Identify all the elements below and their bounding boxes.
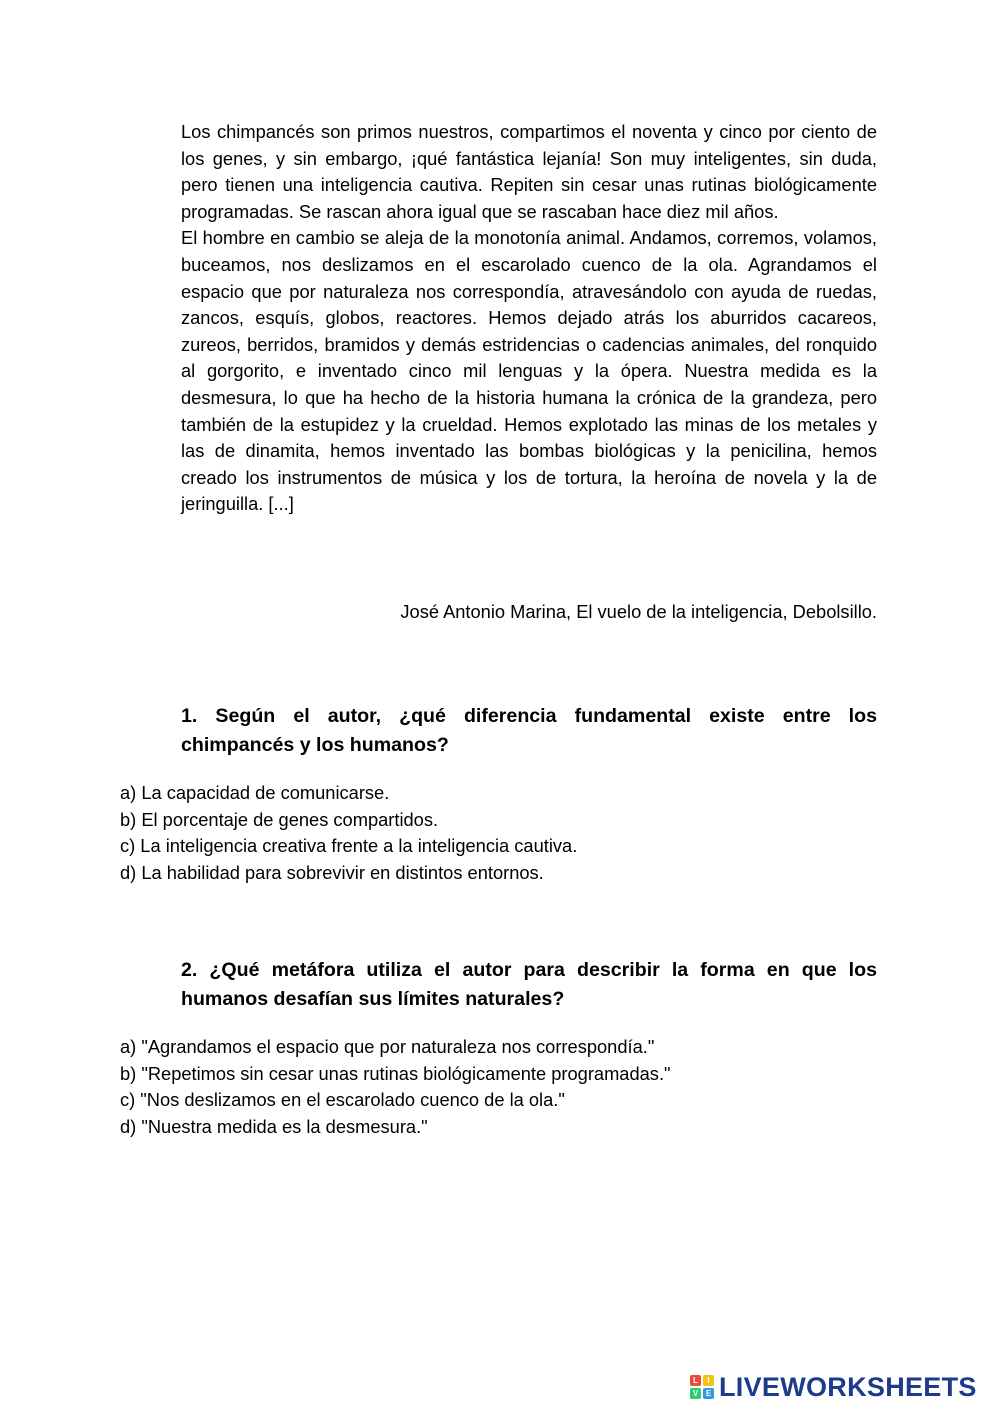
logo-mark-cell-l: L [690,1375,701,1386]
question-2-prompt: 2. ¿Qué metáfora utiliza el autor para describir la forma en que los humanos desafían sus límites naturales? [181,959,877,1010]
question-2-option-c[interactable]: c) "Nos deslizamos en el escarolado cuenco de la ola." [120,1089,565,1110]
liveworksheets-logo-icon [690,1375,714,1399]
passage-paragraph-1: Los chimpancés son primos nuestros, compartimos el noventa y cinco por ciento de los genes, y sin embargo, ¡qué fantástica lejanía! Son muy inteligentes, sin duda, pero tienen una inteligencia cautiva. Repiten sin cesar unas rutinas biológicamente programadas. Se rascan ahora igual que se rascaban hace diez mil años. [181,121,877,222]
liveworksheets-logo [690,1372,977,1402]
question-1-options [120,780,900,886]
question-1-prompt: 1. Según el autor, ¿qué diferencia fundamental existe entre los chimpancés y los humanos? [181,705,877,756]
passage-paragraph-2: El hombre en cambio se aleja de la monotonía animal. Andamos, corremos, volamos, buceamos, nos deslizamos en el escarolado cuenco de la ola. Agrandamos el espacio que por naturaleza nos correspondía, atravesándolo con ayuda de ruedas, zancos, esquís, globos, reactores. Hemos dejado atrás los aburridos cacareos, zureos, berridos, bramidos y demás estridencias o cadencias animales, del ronquido al gorgorito, e inventado cinco mil lenguas y la ópera. Nuestra medida es la desmesura, lo que ha hecho de la historia humana la crónica de la grandeza, pero también de la estupidez y la crueldad. Hemos explotado las minas de los metales y las de dinamita, hemos inventado las bombas biológicas y la penicilina, hemos creado los instrumentos de música y los de tortura, la heroína de novela y la de jeringuilla. [...] [181,227,877,515]
question-1-option-a[interactable]: a) La capacidad de comunicarse. [120,782,390,803]
question-2-options [120,1034,900,1140]
question-2-option-d[interactable]: d) "Nuestra medida es la desmesura." [120,1115,428,1137]
logo-mark-cell-e: E [703,1388,714,1399]
question-2-option-b[interactable]: b) "Repetimos sin cesar unas rutinas biológicamente programadas." [120,1062,671,1084]
reading-passage [181,119,877,518]
logo-mark-cell-v: V [690,1388,701,1399]
logo-mark-cell-i: I [703,1375,714,1386]
question-1-option-b[interactable]: b) El porcentaje de genes compartidos. [120,808,439,830]
question-1-option-d[interactable]: d) La habilidad para sobrevivir en distintos entornos. [120,861,544,883]
question-2-option-a[interactable]: a) "Agrandamos el espacio que por naturaleza nos correspondía." [120,1036,655,1057]
question-1-option-c[interactable]: c) La inteligencia creativa frente a la inteligencia cautiva. [120,835,578,856]
liveworksheets-logo-text: LIVEWORKSHEETS [719,1371,977,1402]
passage-attribution: José Antonio Marina, El vuelo de la inteligencia, Debolsillo. [400,601,877,622]
